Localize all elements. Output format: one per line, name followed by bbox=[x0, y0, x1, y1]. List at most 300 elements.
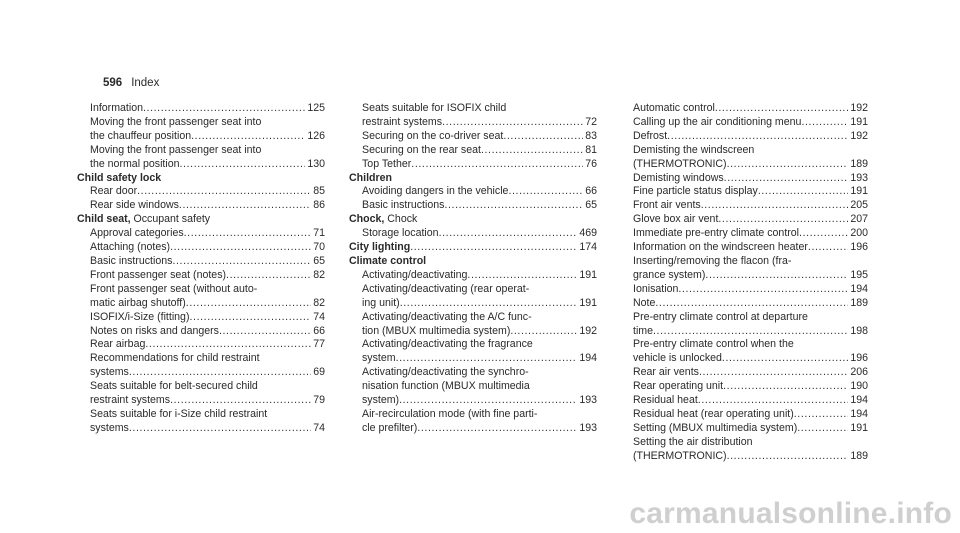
entry-label: Notes on risks and dangers bbox=[90, 324, 219, 337]
entry-text bbox=[633, 311, 808, 323]
page-reference[interactable]: 191 bbox=[579, 268, 597, 281]
entry-text bbox=[90, 311, 189, 325]
entry-text bbox=[633, 269, 705, 283]
page-reference[interactable]: 65 bbox=[313, 254, 325, 267]
leader-dots bbox=[170, 394, 311, 408]
entry-label: matic airbag shutoff) bbox=[90, 296, 186, 309]
page-reference[interactable]: 193 bbox=[579, 394, 597, 407]
entry-bold-term: Chock, bbox=[349, 213, 385, 226]
leader-dots bbox=[503, 130, 583, 144]
entry-label: Seats suitable for i-Size child restraint bbox=[90, 407, 268, 420]
entry-label: the chauffeur position bbox=[90, 129, 192, 142]
entry-text bbox=[90, 297, 186, 311]
entry-label: Rear airbag bbox=[90, 338, 146, 351]
entry-label: Activating/deactivating the A/C func- bbox=[362, 310, 532, 323]
entry-label: Ionisation bbox=[633, 282, 679, 295]
entry-text bbox=[90, 325, 219, 339]
leader-dots bbox=[410, 241, 577, 255]
entry-label: Chock bbox=[384, 213, 418, 226]
index-entry bbox=[77, 158, 325, 172]
watermark: carmanualsonline.info bbox=[629, 497, 952, 530]
entry-text bbox=[633, 394, 698, 408]
index-entry bbox=[620, 172, 868, 186]
page-reference[interactable]: 65 bbox=[585, 199, 597, 212]
entry-text bbox=[90, 116, 261, 128]
index-entry bbox=[620, 116, 868, 130]
entry-text bbox=[633, 366, 699, 380]
entry-label: ISOFIX/i-Size (fitting) bbox=[90, 310, 190, 323]
leader-dots bbox=[653, 325, 848, 339]
entry-label: Residual heat bbox=[633, 394, 698, 407]
entry-label: Securing on the co-driver seat bbox=[362, 129, 504, 142]
entry-label: (THERMOTRONIC) bbox=[633, 449, 727, 462]
entry-label: Activating/deactivating the synchro- bbox=[362, 366, 529, 379]
entry-label: system) bbox=[362, 394, 400, 407]
entry-label: Front passenger seat (notes) bbox=[90, 268, 227, 281]
entry-text bbox=[90, 241, 170, 255]
entry-label: (THERMOTRONIC) bbox=[633, 157, 727, 170]
entry-label: Occupant safety bbox=[130, 213, 211, 226]
index-entry bbox=[620, 213, 868, 227]
entry-label: Activating/deactivating bbox=[362, 268, 468, 281]
entry-text bbox=[633, 227, 799, 241]
entry-text bbox=[362, 366, 529, 378]
page-reference[interactable]: 192 bbox=[579, 324, 597, 337]
index-heading bbox=[349, 241, 597, 255]
leader-dots bbox=[467, 269, 577, 283]
page-header bbox=[103, 77, 159, 89]
page-reference[interactable]: 126 bbox=[307, 129, 325, 142]
leader-dots bbox=[510, 325, 577, 339]
entry-label: Defrost bbox=[633, 129, 668, 142]
entry-label: Automatic control bbox=[633, 102, 715, 114]
page-reference[interactable]: 189 bbox=[850, 449, 868, 462]
entry-text bbox=[362, 185, 508, 199]
entry-label: Immediate pre-entry climate control bbox=[633, 227, 800, 240]
entry-label: restraint systems bbox=[90, 394, 171, 407]
index-entry bbox=[620, 436, 868, 450]
index-entry bbox=[349, 158, 597, 172]
leader-dots bbox=[481, 144, 583, 158]
index-entry bbox=[77, 241, 325, 255]
entry-label: Setting the air distribution bbox=[633, 435, 753, 448]
page-reference[interactable]: 189 bbox=[850, 157, 868, 170]
entry-label: Demisting windows bbox=[633, 171, 724, 184]
entry-text bbox=[90, 102, 143, 116]
page-reference[interactable]: 205 bbox=[850, 199, 868, 212]
index-entry bbox=[349, 352, 597, 366]
index-entry bbox=[349, 227, 597, 241]
index-entry bbox=[77, 130, 325, 144]
entry-text bbox=[90, 366, 129, 380]
page-reference[interactable]: 74 bbox=[313, 421, 325, 434]
entry-text bbox=[90, 422, 129, 436]
entry-label: Activating/deactivating the fragrance bbox=[362, 338, 533, 351]
index-entry bbox=[620, 255, 868, 269]
entry-text bbox=[633, 338, 794, 350]
entry-label: Residual heat (rear operating unit) bbox=[633, 407, 794, 420]
entry-label: Storage location bbox=[362, 227, 439, 240]
entry-text bbox=[90, 269, 226, 283]
leader-dots bbox=[417, 422, 577, 436]
entry-label: Seats suitable for ISOFIX child bbox=[362, 102, 507, 114]
index-entry bbox=[620, 102, 868, 116]
entry-text bbox=[349, 213, 417, 225]
index-entry bbox=[620, 241, 868, 255]
entry-label: Avoiding dangers in the vehicle bbox=[362, 185, 509, 198]
index-entry bbox=[77, 283, 325, 297]
entry-label: Securing on the rear seat bbox=[362, 143, 481, 156]
index-entry bbox=[620, 394, 868, 408]
index-entry bbox=[77, 116, 325, 130]
page-reference[interactable]: 195 bbox=[850, 268, 868, 281]
entry-text bbox=[362, 380, 530, 392]
page-reference[interactable]: 207 bbox=[850, 213, 868, 226]
entry-text bbox=[633, 408, 794, 422]
entry-text bbox=[633, 185, 758, 199]
index-entry bbox=[349, 380, 597, 394]
index-entry bbox=[349, 144, 597, 158]
index-entry bbox=[77, 144, 325, 158]
entry-label: Moving the front passenger seat into bbox=[90, 115, 262, 128]
entry-text bbox=[362, 130, 503, 144]
page-reference[interactable]: 174 bbox=[579, 241, 597, 254]
page-reference[interactable]: 198 bbox=[850, 324, 868, 337]
entry-label: Fine particle status display bbox=[633, 185, 758, 198]
entry-text bbox=[90, 227, 184, 241]
page-reference[interactable]: 469 bbox=[579, 227, 597, 240]
leader-dots bbox=[226, 269, 311, 283]
entry-label: Approval categories bbox=[90, 227, 184, 240]
index-entry bbox=[620, 269, 868, 283]
index-heading bbox=[349, 172, 597, 186]
page-reference[interactable]: 74 bbox=[313, 310, 325, 323]
index-heading bbox=[349, 255, 597, 269]
entry-text bbox=[633, 172, 724, 186]
page-reference[interactable]: 193 bbox=[579, 421, 597, 434]
entry-text bbox=[362, 338, 533, 350]
index-entry bbox=[77, 325, 325, 339]
entry-label: Attaching (notes) bbox=[90, 241, 171, 254]
leader-dots bbox=[727, 450, 849, 464]
leader-dots bbox=[137, 185, 311, 199]
index-entry bbox=[620, 325, 868, 339]
page-reference[interactable]: 70 bbox=[313, 241, 325, 254]
leader-dots bbox=[219, 325, 311, 339]
index-entry bbox=[77, 199, 325, 213]
entry-text bbox=[362, 102, 506, 114]
entry-text bbox=[633, 158, 727, 172]
leader-dots bbox=[180, 158, 306, 172]
entry-text bbox=[362, 269, 467, 283]
index-entry bbox=[620, 352, 868, 366]
entry-text bbox=[633, 297, 655, 311]
page-reference[interactable]: 191 bbox=[850, 421, 868, 434]
entry-bold-term: City lighting bbox=[349, 241, 411, 254]
index-entry bbox=[620, 311, 868, 325]
leader-dots bbox=[808, 241, 848, 255]
index-entry bbox=[77, 408, 325, 422]
entry-label: Inserting/removing the flacon (fra- bbox=[633, 254, 792, 267]
entry-text bbox=[633, 450, 727, 464]
leader-dots bbox=[189, 311, 311, 325]
entry-label: Rear side windows bbox=[90, 199, 179, 212]
leader-dots bbox=[186, 297, 311, 311]
entry-label: Rear door bbox=[90, 185, 138, 198]
index-entry bbox=[620, 227, 868, 241]
section-title: Index bbox=[131, 77, 160, 89]
leader-dots bbox=[400, 297, 578, 311]
entry-text bbox=[362, 325, 510, 339]
leader-dots bbox=[442, 116, 583, 130]
page-reference[interactable]: 85 bbox=[313, 185, 325, 198]
entry-text bbox=[90, 130, 191, 144]
index-entry bbox=[620, 130, 868, 144]
entry-label: Glove box air vent bbox=[633, 213, 719, 226]
page-reference[interactable]: 191 bbox=[850, 115, 868, 128]
index-entry bbox=[77, 352, 325, 366]
index-entry bbox=[620, 422, 868, 436]
page-reference[interactable]: 192 bbox=[850, 129, 868, 142]
index-entry bbox=[77, 422, 325, 436]
leader-dots bbox=[191, 130, 305, 144]
index-entry bbox=[349, 338, 597, 352]
entry-text bbox=[633, 102, 715, 116]
entry-label: grance system) bbox=[633, 268, 706, 281]
index-entry bbox=[349, 102, 597, 116]
entry-label: tion (MBUX multimedia system) bbox=[362, 324, 511, 337]
index-entry bbox=[620, 283, 868, 297]
entry-label: systems bbox=[90, 421, 129, 434]
index-entry bbox=[620, 158, 868, 172]
entry-text bbox=[90, 352, 260, 364]
page-reference[interactable]: 193 bbox=[850, 171, 868, 184]
leader-dots bbox=[143, 102, 305, 116]
page-number: 596 bbox=[103, 77, 123, 89]
entry-text bbox=[362, 199, 444, 213]
entry-text bbox=[362, 394, 399, 408]
index-entry bbox=[349, 116, 597, 130]
index-entry bbox=[349, 297, 597, 311]
leader-dots bbox=[799, 227, 848, 241]
entry-label: Basic instructions bbox=[90, 254, 173, 267]
entry-text bbox=[633, 422, 797, 436]
index-entry bbox=[77, 102, 325, 116]
index-entry bbox=[77, 366, 325, 380]
entry-label: systems bbox=[90, 366, 129, 379]
entry-label: system bbox=[362, 352, 396, 365]
index-entry bbox=[620, 338, 868, 352]
page-reference[interactable]: 196 bbox=[850, 352, 868, 365]
entry-text bbox=[633, 283, 678, 297]
entry-text bbox=[362, 283, 529, 295]
entry-text bbox=[633, 325, 653, 339]
entry-text bbox=[362, 408, 537, 420]
index-entry bbox=[349, 422, 597, 436]
page-reference[interactable]: 190 bbox=[850, 380, 868, 393]
index-entry bbox=[77, 185, 325, 199]
page-reference[interactable]: 194 bbox=[850, 394, 868, 407]
index-entry bbox=[620, 450, 868, 464]
entry-text bbox=[633, 199, 701, 213]
page-reference[interactable]: 196 bbox=[850, 241, 868, 254]
leader-dots bbox=[715, 102, 848, 116]
index-column-2 bbox=[349, 102, 597, 436]
entry-text bbox=[633, 130, 667, 144]
leader-dots bbox=[723, 380, 848, 394]
entry-label: time bbox=[633, 324, 654, 337]
index-entry bbox=[349, 311, 597, 325]
index-entry bbox=[349, 199, 597, 213]
entry-text bbox=[90, 199, 179, 213]
index-entry bbox=[349, 325, 597, 339]
entry-text bbox=[90, 255, 172, 269]
page-reference[interactable]: 194 bbox=[850, 282, 868, 295]
entry-text bbox=[90, 408, 267, 420]
page-reference[interactable]: 71 bbox=[313, 227, 325, 240]
page-reference[interactable]: 81 bbox=[585, 143, 597, 156]
entry-label: restraint systems bbox=[362, 115, 443, 128]
leader-dots bbox=[129, 366, 311, 380]
page-reference[interactable]: 77 bbox=[313, 338, 325, 351]
leader-dots bbox=[722, 352, 848, 366]
entry-label: Top Tether bbox=[362, 157, 412, 170]
entry-label: Rear air vents bbox=[633, 366, 699, 379]
leader-dots bbox=[439, 227, 578, 241]
index-entry bbox=[349, 394, 597, 408]
page-reference[interactable]: 66 bbox=[313, 324, 325, 337]
index-entry bbox=[77, 297, 325, 311]
page-reference[interactable]: 194 bbox=[850, 407, 868, 420]
entry-text bbox=[90, 380, 258, 392]
index-heading bbox=[349, 213, 597, 227]
entry-text bbox=[362, 158, 411, 172]
entry-text bbox=[362, 116, 442, 130]
entry-text bbox=[633, 213, 718, 227]
leader-dots bbox=[701, 199, 849, 213]
entry-text bbox=[362, 311, 532, 323]
entry-label: Demisting the windscreen bbox=[633, 143, 755, 156]
page-reference[interactable]: 206 bbox=[850, 366, 868, 379]
leader-dots bbox=[508, 185, 583, 199]
page-reference[interactable]: 82 bbox=[313, 268, 325, 281]
page-reference[interactable]: 192 bbox=[850, 102, 868, 114]
leader-dots bbox=[170, 241, 311, 255]
index-entry bbox=[349, 269, 597, 283]
entry-text bbox=[90, 185, 137, 199]
page-reference[interactable]: 191 bbox=[579, 296, 597, 309]
entry-label: Information on the windscreen heater bbox=[633, 241, 808, 254]
index-entry bbox=[77, 311, 325, 325]
entry-text bbox=[90, 144, 261, 156]
entry-bold-term: Children bbox=[349, 171, 392, 184]
entry-text bbox=[633, 436, 753, 448]
leader-dots bbox=[396, 352, 578, 366]
page-reference[interactable]: 72 bbox=[585, 115, 597, 128]
entry-bold-term: Climate control bbox=[349, 254, 427, 267]
page-reference[interactable]: 79 bbox=[313, 394, 325, 407]
leader-dots bbox=[794, 408, 849, 422]
entry-label: Note bbox=[633, 296, 656, 309]
index-entry bbox=[620, 297, 868, 311]
leader-dots bbox=[129, 422, 311, 436]
page-reference[interactable]: 76 bbox=[585, 157, 597, 170]
page-reference[interactable]: 130 bbox=[307, 157, 325, 170]
entry-text bbox=[633, 241, 808, 255]
page-reference[interactable]: 191 bbox=[850, 185, 868, 198]
entry-label: Moving the front passenger seat into bbox=[90, 143, 262, 156]
page-reference[interactable]: 194 bbox=[579, 352, 597, 365]
leader-dots bbox=[797, 422, 848, 436]
leader-dots bbox=[758, 185, 848, 199]
entry-label: ing unit) bbox=[362, 296, 400, 309]
page-reference[interactable]: 200 bbox=[850, 227, 868, 240]
entry-label: Seats suitable for belt-secured child bbox=[90, 380, 258, 393]
entry-label: Front air vents bbox=[633, 199, 701, 212]
entry-label: Information bbox=[90, 102, 143, 114]
entry-text bbox=[90, 338, 145, 352]
page-reference[interactable]: 83 bbox=[585, 129, 597, 142]
index-entry bbox=[77, 380, 325, 394]
leader-dots bbox=[411, 158, 583, 172]
entry-label: Pre-entry climate control when the bbox=[633, 338, 794, 351]
entry-label: Front passenger seat (without auto- bbox=[90, 282, 258, 295]
index-entry bbox=[620, 199, 868, 213]
entry-label: the normal position bbox=[90, 157, 180, 170]
entry-text bbox=[633, 116, 801, 130]
index-entry bbox=[620, 185, 868, 199]
entry-label: Basic instructions bbox=[362, 199, 445, 212]
index-entry bbox=[620, 408, 868, 422]
leader-dots bbox=[678, 283, 848, 297]
index-heading bbox=[77, 213, 325, 227]
entry-text bbox=[633, 255, 791, 267]
entry-text bbox=[362, 144, 481, 158]
entry-label: cle prefilter) bbox=[362, 421, 418, 434]
leader-dots bbox=[727, 158, 849, 172]
entry-label: nisation function (MBUX multimedia bbox=[362, 380, 530, 393]
index-column-3 bbox=[620, 102, 868, 464]
leader-dots bbox=[172, 255, 311, 269]
entry-label: vehicle is unlocked bbox=[633, 352, 722, 365]
entry-bold-term: Child seat, bbox=[77, 213, 131, 226]
entry-text bbox=[77, 172, 161, 184]
entry-text bbox=[349, 241, 410, 255]
entry-label: Recommendations for child restraint bbox=[90, 352, 260, 365]
entry-text bbox=[633, 144, 754, 156]
page-reference[interactable]: 82 bbox=[313, 296, 325, 309]
entry-text bbox=[362, 352, 396, 366]
index-entry bbox=[620, 366, 868, 380]
entry-label: Pre-entry climate control at departure bbox=[633, 310, 808, 323]
leader-dots bbox=[444, 199, 583, 213]
index-entry bbox=[77, 269, 325, 283]
page-reference[interactable]: 125 bbox=[307, 102, 325, 114]
leader-dots bbox=[667, 130, 848, 144]
index-entry bbox=[620, 144, 868, 158]
entry-text bbox=[90, 394, 170, 408]
entry-text bbox=[362, 422, 417, 436]
entry-label: Setting (MBUX multimedia system) bbox=[633, 421, 798, 434]
index-entry bbox=[349, 185, 597, 199]
page-reference[interactable]: 189 bbox=[850, 296, 868, 309]
page-reference[interactable]: 86 bbox=[313, 199, 325, 212]
entry-text bbox=[77, 213, 210, 225]
leader-dots bbox=[184, 227, 312, 241]
entry-text bbox=[633, 380, 723, 394]
page-reference[interactable]: 69 bbox=[313, 366, 325, 379]
page-reference[interactable]: 66 bbox=[585, 185, 597, 198]
